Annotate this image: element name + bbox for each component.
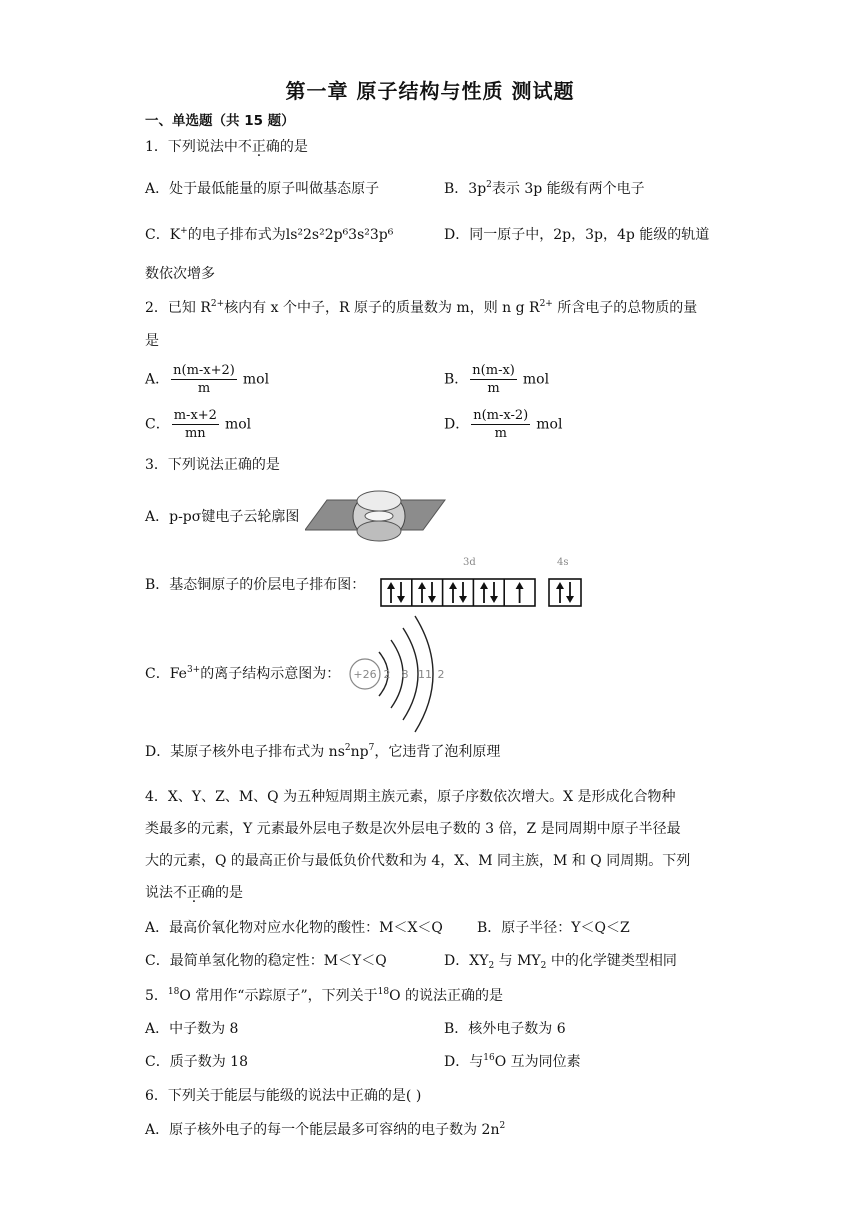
orbital-label-4s: 4s — [557, 557, 569, 568]
q2-d-num: n(m-x-2) — [473, 408, 529, 423]
q5-stem — [145, 986, 503, 1006]
q4-d-sub2: 2 — [540, 961, 547, 971]
q1-c-text: C．K — [145, 227, 181, 243]
q4-emphasis: 不正确 — [173, 885, 215, 901]
q2-d-den: m — [494, 426, 507, 441]
q3-option-b: B．基态铜原子的价层电子排布图： — [145, 577, 366, 593]
q5-option-c: C．质子数为 18 — [145, 1054, 248, 1070]
q6-option-a — [145, 1120, 505, 1140]
q4-stem-line1: 4．X、Y、Z、M、Q 为五种短周期主族元素，原子序数依次增大。X 是形成化合物种 — [145, 789, 676, 805]
q3-d-text-end: ，它违背了泡利原理 — [374, 744, 501, 760]
fe-shell-electron-count: 2 — [437, 668, 445, 681]
q2-a-unit: mol — [242, 371, 270, 388]
q1-option-d: D．同一原子中，2p，3p，4p 能级的轨道 — [444, 227, 710, 243]
fe-shell-electron-count: 11 — [418, 668, 432, 681]
q5-stem-text: 5． — [145, 988, 168, 1004]
q2-a-den: m — [197, 381, 211, 396]
q3-c-text: C．Fe — [145, 666, 187, 682]
q1-option-d-cont: 数依次增多 — [145, 266, 215, 282]
q3-stem: 3．下列说法正确的是 — [145, 457, 280, 473]
q2-option-d — [444, 407, 562, 442]
q2-a-fraction — [171, 362, 237, 397]
q2-a-num: n(m-x+2) — [173, 363, 235, 378]
fe-shell-electron-count: 8 — [401, 668, 409, 681]
q2-b-unit: mol — [522, 371, 550, 388]
q1-b-text: B．3p — [444, 181, 487, 197]
q3-c-text-end: 的离子结构示意图为： — [200, 666, 341, 682]
q4-d-text: D．XY — [444, 953, 489, 969]
q3-option-c — [145, 664, 340, 684]
q6-a-text: A．原子核外电子的每一个能层最多可容纳的电子数为 2n — [145, 1122, 500, 1138]
q2-stem-text: 2．已知 R — [145, 300, 211, 316]
q1-b-text-end: 表示 3p 能级有两个电子 — [491, 181, 645, 197]
q6-stem: 6．下列关于能层与能级的说法中正确的是( ) — [145, 1088, 422, 1104]
q4-d-sub1: 2 — [488, 961, 495, 971]
q4-stem-line4 — [145, 883, 243, 903]
q2-stem — [145, 298, 697, 318]
q2-b-num: n(m-x) — [472, 363, 515, 378]
q3-d-sup2: 7 — [368, 743, 375, 753]
q2-a-label: A． — [145, 371, 170, 388]
q2-d-fraction — [471, 407, 530, 442]
q2-c-fraction — [172, 407, 219, 442]
q2-d-unit: mol — [536, 416, 563, 433]
q3-d-text: D．某原子核外电子排布式为 ns — [145, 744, 345, 760]
q4-option-b: B．原子半径：Y＜Q＜Z — [477, 920, 630, 936]
q1-option-c — [145, 225, 393, 245]
q5-option-a: A．中子数为 8 — [145, 1021, 239, 1037]
q1-b-sup: 2 — [486, 180, 492, 190]
q3-option-a: A．p-pσ键电子云轮廓图 — [145, 509, 300, 525]
q4-option-d — [444, 951, 677, 971]
q5-sup1: 18 — [167, 987, 180, 997]
q2-stem-end: 所含电子的总物质的量 — [552, 300, 698, 316]
q2-stem-cont: 是 — [145, 333, 159, 349]
fe-ion-structure-diagram — [345, 612, 465, 737]
q2-c-label: C． — [145, 416, 170, 433]
copper-orbital-diagram — [380, 578, 584, 608]
q2-c-num: m-x+2 — [173, 408, 217, 423]
q3-d-mid: np — [350, 744, 369, 760]
q2-c-den: mn — [184, 426, 206, 441]
q4-line4-text: 说法 — [145, 885, 173, 901]
q5-d-text: D．与 — [444, 1054, 484, 1070]
q2-option-a — [145, 362, 269, 397]
sigma-bond-cloud-figure — [305, 488, 447, 546]
q3-d-sup1: 2 — [344, 743, 351, 753]
fe-nucleus-charge: +26 — [353, 668, 377, 681]
q2-option-b — [444, 362, 549, 397]
q5-stem-mid: O 常用作“示踪原子”，下列关于 — [179, 988, 378, 1004]
q2-c-unit: mol — [224, 416, 252, 433]
q5-option-b: B．核外电子数为 6 — [444, 1021, 566, 1037]
q5-stem-end: O 的说法正确的是 — [389, 988, 504, 1004]
q1-option-b — [444, 179, 645, 199]
q5-d-sup: 16 — [483, 1053, 495, 1063]
q2-stem-mid: 核内有 x 个中子，R 原子的质量数为 m，则 n g R — [224, 300, 540, 316]
q1-c-config: ls²2s²2p⁶3s²3p⁶ — [285, 227, 394, 243]
q1-stem — [145, 137, 308, 157]
q4-d-mid: 与 MY — [494, 953, 541, 969]
q1-stem-end: 的是 — [279, 139, 308, 155]
q1-option-a: A．处于最低能量的原子叫做基态原子 — [145, 181, 380, 197]
q2-b-den: m — [487, 381, 500, 396]
orbital-label-3d: 3d — [463, 557, 476, 568]
q3-c-sup: 3+ — [186, 665, 201, 675]
q4-stem-line2: 类最多的元素，Y 元素最外层电子数是次外层电子数的 3 倍，Z 是同周期中原子半径最 — [145, 821, 681, 837]
q2-b-label: B． — [444, 371, 469, 388]
q6-a-sup: 2 — [499, 1121, 506, 1131]
q2-b-fraction — [470, 362, 517, 397]
q5-option-d — [444, 1052, 581, 1072]
q4-option-a: A．最高价氧化物对应水化物的酸性：M＜X＜Q — [145, 920, 443, 936]
q4-d-text-end: 中的化学键类型相同 — [546, 953, 677, 969]
q4-line4-end: 的是 — [215, 885, 243, 901]
q5-sup2: 18 — [377, 987, 390, 997]
q3-option-d — [145, 742, 500, 762]
q4-stem-line3: 大的元素，Q 的最高正价与最低负价代数和为 4，X、M 同主族，M 和 Q 同周期。下列 — [145, 853, 691, 869]
fe-shell-electron-count: 2 — [383, 668, 391, 681]
q2-option-c — [145, 407, 251, 442]
q1-emphasis: 不正确 — [237, 139, 280, 155]
q5-d-text-end: O 互为同位素 — [494, 1054, 581, 1070]
q2-d-label: D． — [444, 416, 470, 433]
page-title: 第一章 原子结构与性质 测试题 — [285, 79, 575, 103]
q1-c-sup: + — [180, 226, 188, 236]
q2-sup1: 2+ — [210, 299, 225, 309]
section-heading: 一、单选题（共 15 题） — [145, 113, 295, 129]
q1-stem-text: 1．下列说法中 — [145, 139, 238, 155]
q4-option-c: C．最简单氢化物的稳定性：M＜Y＜Q — [145, 953, 387, 969]
q2-sup2: 2+ — [539, 299, 553, 309]
q1-c-mid: 的电子排布式为 — [187, 227, 286, 243]
